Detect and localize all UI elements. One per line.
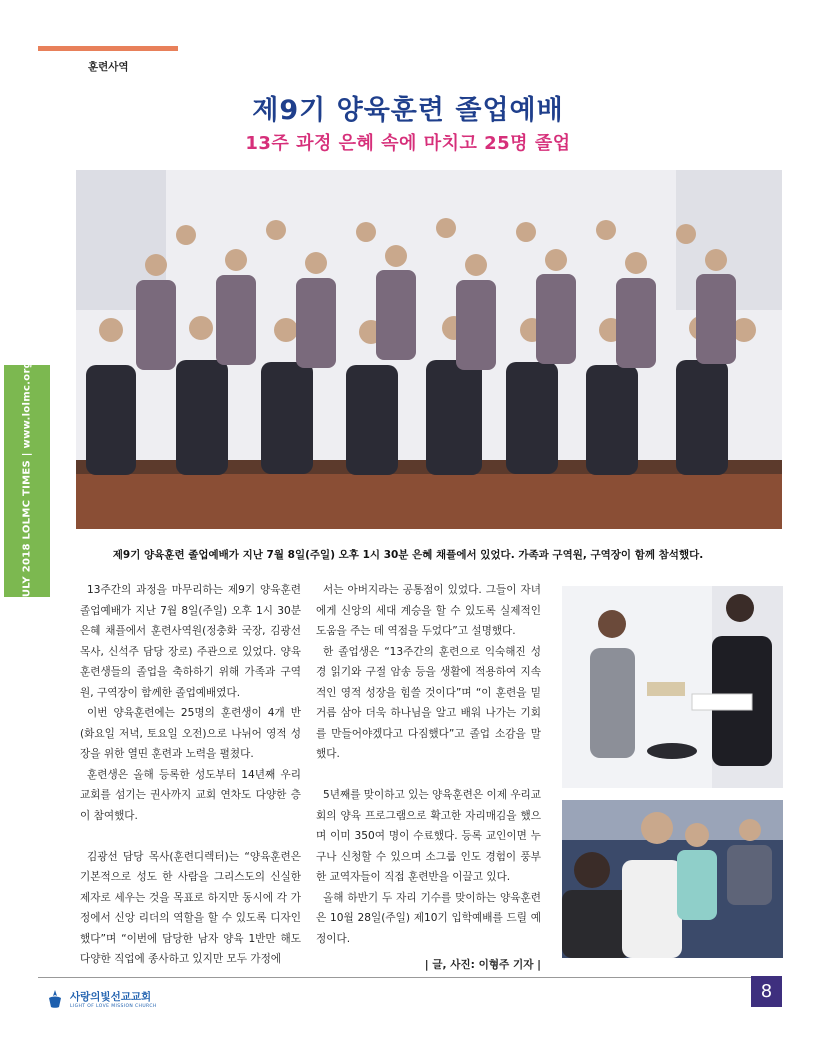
- church-name: 사랑의빛선교교회: [70, 991, 152, 1003]
- side-tab-text: JULY 2018 LOLMC TIMES | www.lolmc.org: [21, 360, 33, 602]
- top-accent-rule: [38, 46, 178, 51]
- church-logo-icon: [48, 989, 62, 1009]
- page-subtitle: 13주 과정 은혜 속에 마치고 25명 졸업: [245, 133, 571, 154]
- paragraph: 훈련생은 올해 등록한 성도부터 14년째 우리교회를 섬기는 권사까지 교회 연차도 다양한 층이 참여했다.: [80, 768, 301, 822]
- paragraph: 올해 하반기 두 자리 기수를 맞이하는 양육훈련은 10월 28일(주일) 제10기 입학예배를 드릴 예정이다.: [316, 891, 541, 945]
- paragraph: 이번 양육훈련에는 25명의 훈련생이 4개 반(화요일 저녁, 토요일 오전)으로 나뉘어 영적 성장을 위한 열띤 훈련과 노력을 펼쳤다.: [80, 707, 301, 760]
- audience-photo: [562, 800, 783, 958]
- page-title: 제9기 양육훈련 졸업예배: [252, 95, 564, 126]
- certificate-photo: [562, 586, 783, 788]
- byline: | 글, 사진: 이형주 기자 |: [424, 959, 541, 971]
- paragraph: 김광선 담당 목사(훈련디렉터)는 “양육훈련은 기본적으로 성도 한 사람을 그리스도의 신실한 제자로 세우는 것을 목표로 하지만 동시에 각 가정에서 신앙 리더의 역할을 할 수 있도록 디자인했다”며 “이번에 담당한 남자 양육 1반만 해도 다양한 직업에 종사하고 있지만 모두 가정에: [80, 850, 301, 965]
- page-number: 8: [751, 976, 782, 1007]
- article-column-1: [80, 580, 301, 970]
- church-name-english: LIGHT OF LOVE MISSION CHURCH: [70, 1004, 157, 1009]
- footer-rule: [38, 977, 782, 978]
- paragraph: 서는 아버지라는 공통점이 있었다. 그들이 자녀에게 신앙의 세대 계승을 할 수 있도록 실제적인 도움을 주는 데 역점을 두었다”고 설명했다.: [316, 584, 541, 637]
- paragraph: 5년째를 맞이하고 있는 양육훈련은 이제 우리교회의 양육 프로그램으로 확고한 자리매김을 했으며 이미 350여 명이 수료했다. 등록 교인이면 누구나 신청할 수 있으며 소그룹 인도 경험이 풍부한 교역자들이 직접 훈련반을 이끌고 있다.: [316, 789, 542, 883]
- article-column-2: [316, 580, 541, 976]
- section-label: 훈련사역: [88, 61, 129, 73]
- paragraph: 13주간의 과정을 마무리하는 제9기 양육훈련 졸업예배가 지난 7월 8일(주일) 오후 1시 30분 은혜 채플에서 훈련사역원(정충화 국장, 김광선 목사, 신석주 담당 장로) 주관으로 있었다. 양육훈련생들의 졸업을 축하하기 위해 가족과 구역원, 구역장이 함께한 졸업예배였다.: [80, 584, 301, 699]
- group-photo: [76, 170, 782, 529]
- paragraph: 한 졸업생은 “13주간의 훈련으로 익숙해진 성경 읽기와 구절 암송 등을 생활에 적용하여 지속적인 영적 성장을 힘쓸 것이다”며 “이 훈련을 밑거름 삼아 더욱 하나님을 알고 배워 나가는 기회를 만들어야겠다고 다짐했다”고 졸업 소감을 말했다.: [316, 645, 541, 760]
- photo-caption: 제9기 양육훈련 졸업예배가 지난 7월 8일(주일) 오후 1시 30분 은혜 채플에서 있었다. 가족과 구역원, 구역장이 함께 참석했다.: [112, 549, 704, 561]
